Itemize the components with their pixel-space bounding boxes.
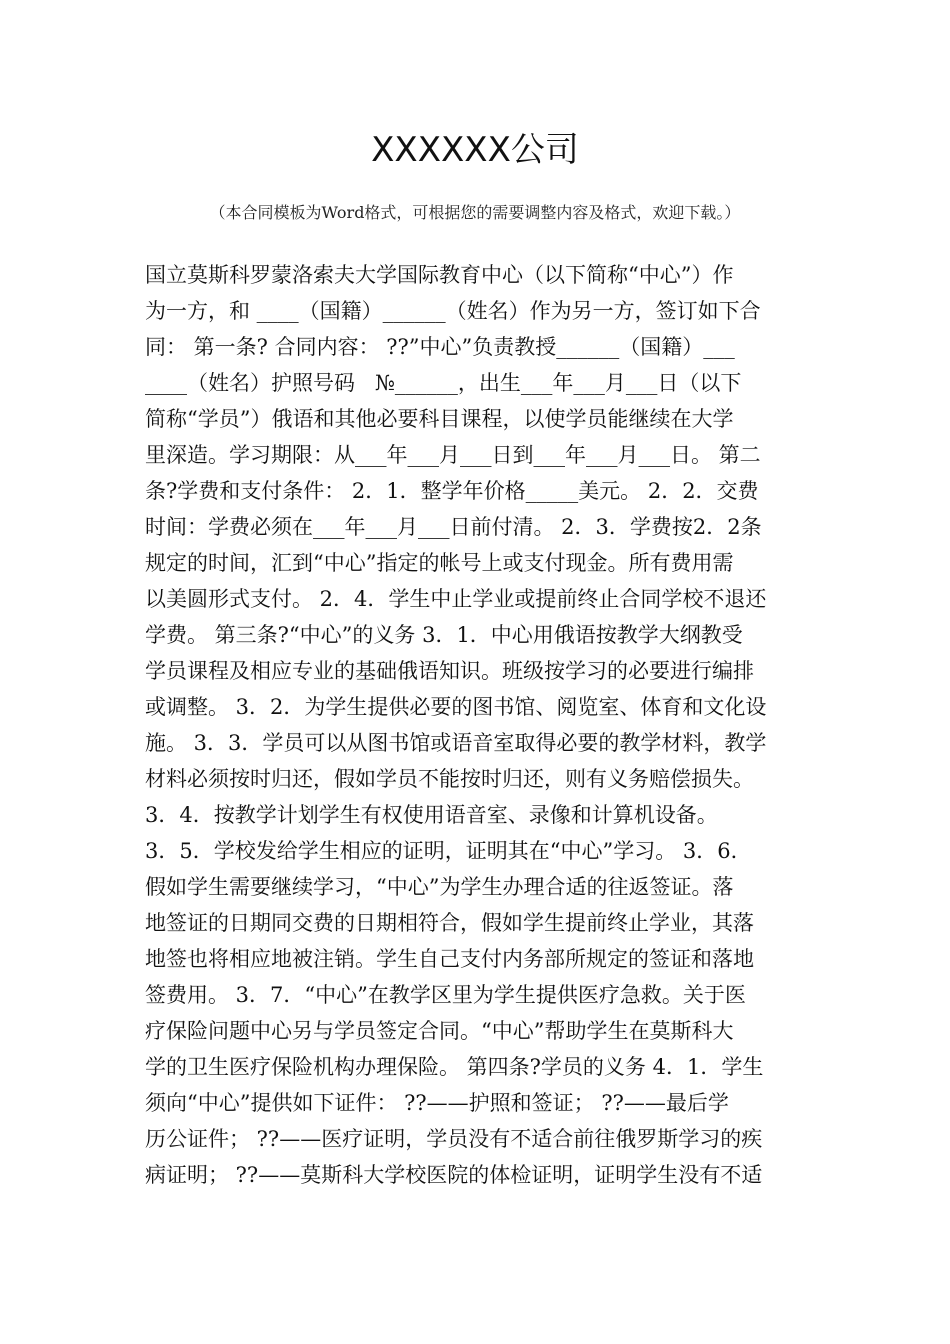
body-line: 地签证的日期同交费的日期相符合，假如学生提前终止学业，其落 [145, 911, 754, 935]
body-line: 以美圆形式支付。 2．4．学生中止学业或提前终止合同学校不退还 [145, 587, 767, 611]
body-line: 时间：学费必须在___年___月___日前付清。 2．3．学费按2．2条 [145, 515, 762, 539]
body-line: 为一方，和 ____（国籍）______（姓名）作为另一方，签订如下合 [145, 299, 761, 323]
body-line: 病证明； ??——莫斯科大学校医院的体检证明，证明学生没有不适 [145, 1163, 763, 1187]
body-line: 或调整。 3．2．为学生提供必要的图书馆、阅览室、体育和文化设 [145, 695, 767, 719]
document-subtitle: （本合同模板为Word格式，可根据您的需要调整内容及格式，欢迎下载。） [209, 203, 741, 222]
body-line: 材料必须按时归还，假如学员不能按时归还，则有义务赔偿损失。 [145, 767, 754, 791]
body-line: 假如学生需要继续学习，“中心”为学生办理合适的往返签证。落 [145, 875, 734, 899]
body-line: 同： 第一条? 合同内容： ??”中心”负责教授______（国籍）___ [145, 335, 735, 359]
body-line: 简称“学员”）俄语和其他必要科目课程，以使学员能继续在大学 [145, 407, 734, 431]
body-line: 疗保险问题中心另与学员签定合同。“中心”帮助学生在莫斯科大 [145, 1019, 734, 1043]
body-line: 条?学费和支付条件： 2．1．整学年价格_____美元。 2．2．交费 [145, 479, 759, 503]
body-line: 规定的时间，汇到“中心”指定的帐号上或支付现金。所有费用需 [145, 551, 734, 575]
body-line: 国立莫斯科罗蒙洛索夫大学国际教育中心（以下简称“中心”）作 [145, 263, 734, 287]
contract-body [145, 257, 815, 1193]
body-line: ____（姓名）护照号码 №______，出生___年___月___日（以下 [145, 371, 742, 395]
body-line: 学的卫生医疗保险机构办理保险。 第四条?学员的义务 4．1．学生 [145, 1055, 764, 1079]
body-line: 签费用。 3．7．“中心”在教学区里为学生提供医疗急救。关于医 [145, 983, 746, 1007]
body-line: 学费。 第三条?“中心”的义务 3．1．中心用俄语按教学大纲教受 [145, 623, 743, 647]
document-title: XXXXXX公司 [371, 130, 579, 170]
body-line: 3．5．学校发给学生相应的证明，证明其在“中心”学习。 3．6． [145, 839, 752, 863]
body-line: 历公证件； ??——医疗证明，学员没有不适合前往俄罗斯学习的疾 [145, 1127, 763, 1151]
body-line: 3．4．按教学计划学生有权使用语音室、录像和计算机设备。 [145, 803, 718, 827]
body-line: 里深造。学习期限：从___年___月___日到___年___月___日。 第二 [145, 443, 761, 467]
body-line: 地签也将相应地被注销。学生自己支付内务部所规定的签证和落地 [145, 947, 754, 971]
body-line: 学员课程及相应专业的基础俄语知识。班级按学习的必要进行编排 [145, 659, 754, 683]
body-line: 须向“中心”提供如下证件： ??——护照和签证； ??——最后学 [145, 1091, 729, 1115]
body-line: 施。 3．3．学员可以从图书馆或语音室取得必要的教学材料，教学 [145, 731, 767, 755]
